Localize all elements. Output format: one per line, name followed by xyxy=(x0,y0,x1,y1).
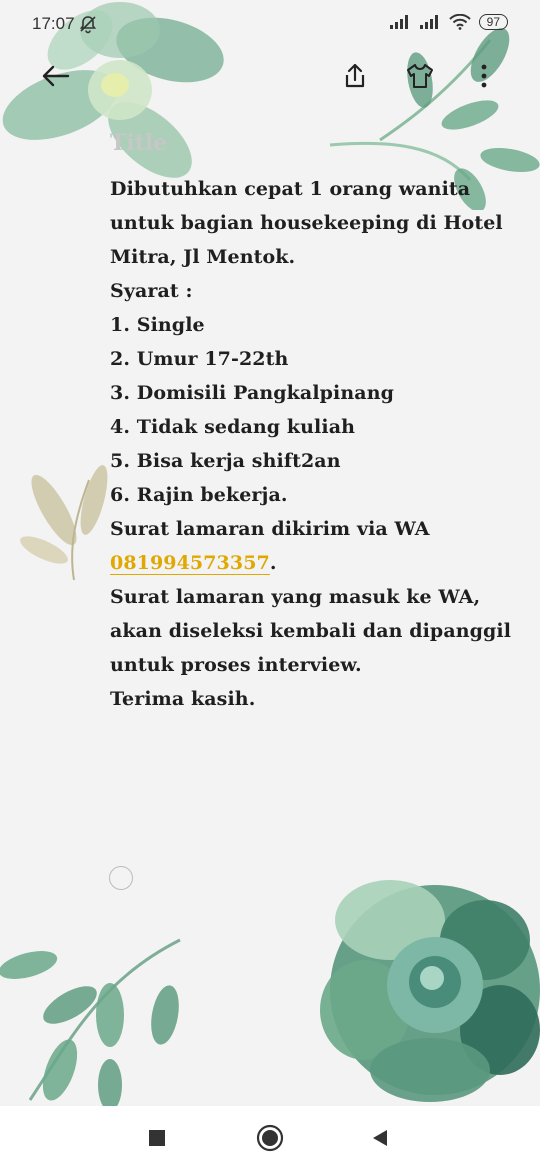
note-line: 1. Single xyxy=(110,314,205,336)
note-line: Surat lamaran yang masuk ke WA, xyxy=(110,586,481,608)
bell-off-icon xyxy=(78,14,98,34)
note-toolbar xyxy=(0,50,540,102)
leaf-branch-bottom-left-decoration xyxy=(0,920,200,1110)
note-line: 6. Rajin bekerja. xyxy=(110,484,288,506)
home-button[interactable] xyxy=(256,1124,284,1152)
phone-number-link[interactable]: 081994573357 xyxy=(110,552,270,574)
dry-leaf-decoration xyxy=(14,460,124,590)
note-body[interactable] xyxy=(110,130,512,716)
note-line: untuk bagian housekeeping di Hotel xyxy=(110,212,503,234)
note-line: Syarat : xyxy=(110,280,193,302)
note-line: 4. Tidak sedang kuliah xyxy=(110,416,356,438)
status-bar xyxy=(0,0,540,50)
note-line: akan diseleksi kembali dan dipanggil xyxy=(110,620,512,642)
theme-button[interactable] xyxy=(402,58,438,94)
note-line: Dibutuhkan cepat 1 orang wanita xyxy=(110,178,471,200)
more-vert-icon xyxy=(479,63,489,89)
recents-button[interactable] xyxy=(143,1124,171,1152)
note-line: 2. Umur 17-22th xyxy=(110,348,289,370)
note-line: 3. Domisili Pangkalpinang xyxy=(110,382,394,404)
phone-suffix: . xyxy=(269,552,277,574)
checklist-circle-icon[interactable] xyxy=(109,866,133,890)
system-nav-bar xyxy=(0,1106,540,1170)
status-time: 17:07 xyxy=(32,14,75,33)
signal-icon xyxy=(389,14,411,30)
recents-square-icon xyxy=(148,1129,166,1147)
note-line: 5. Bisa kerja shift2an xyxy=(110,450,341,472)
note-line: Surat lamaran dikirim via WA xyxy=(110,518,430,540)
battery-icon: 97 xyxy=(479,14,508,30)
note-line: untuk proses interview. xyxy=(110,654,362,676)
share-icon xyxy=(342,62,368,90)
succulent-bottom-right-decoration xyxy=(310,860,540,1110)
tshirt-icon xyxy=(406,63,434,89)
back-triangle-icon xyxy=(371,1128,389,1148)
signal-icon xyxy=(419,14,441,30)
back-button[interactable] xyxy=(37,58,73,94)
note-line-phone xyxy=(110,546,470,580)
back-nav-button[interactable] xyxy=(366,1124,394,1152)
note-line: Terima kasih. xyxy=(110,688,256,710)
note-line: Mitra, Jl Mentok. xyxy=(110,246,296,268)
home-circle-icon xyxy=(256,1124,284,1152)
more-options-button[interactable] xyxy=(466,58,502,94)
wifi-icon xyxy=(449,14,471,30)
note-title-placeholder[interactable]: Title xyxy=(110,130,168,156)
back-arrow-icon xyxy=(40,64,70,88)
share-button[interactable] xyxy=(337,58,373,94)
